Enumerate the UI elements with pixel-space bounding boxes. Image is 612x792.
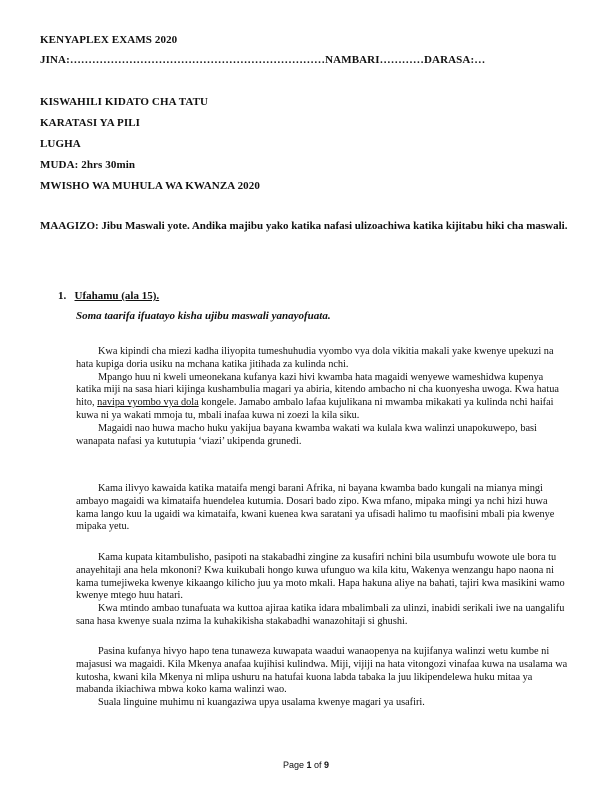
passage-paragraph: Kama ilivyo kawaida katika mataifa mengi barani Afrika, ni bayana kwamba bado kungali na mianya mingi ambayo magaidi wa kimataifa huendelea kutumia. Dosari bado zipo. Kwa mfano, mipaka mingi ya nchi hizi huwa kama lango kuu la ugaidi wa kimataifa, kwani kuenea kwa saratani ya ufisadi halimo tu maofisini mbali pia kwenye mipaka yetu.: [76, 483, 555, 533]
underlined-phrase: navipa vyombo vya dola: [97, 397, 199, 409]
question-heading: [58, 290, 159, 302]
question-title: Ufahamu (ala 15).: [74, 290, 160, 302]
student-info-line: JINA:……………………………………………………………NAMBARI…………DARASA:…: [40, 54, 486, 66]
section-title: LUGHA: [40, 138, 81, 150]
passage-paragraph: Kwa mtindo ambao tunafuata wa kuttoa ajiraa katika idara mbalimbali za ulinzi, inabidi serikali iwe na uangalifu sana hasa kwenye suala nzima la kuhakikisha stakabadhi wanazohitaji si ghushi.: [76, 603, 565, 627]
passage-text: kongele. Jamabo ambalo lafaa kujulikana ni mwamba mikakati ya kulinda nchi haifai kuwa ni ya wakati mmoja tu, mbali inafaa kuwa ni zoezi la kila siku.: [76, 397, 554, 421]
term-title: MWISHO WA MUHULA WA KWANZA 2020: [40, 180, 260, 192]
question-instruction: Soma taarifa ifuatayo kisha ujibu maswali yanayofuata.: [76, 310, 331, 322]
passage-block-2: [76, 483, 570, 534]
exam-name: KENYAPLEX EXAMS 2020: [40, 34, 178, 46]
passage-paragraph: Kwa kipindi cha miezi kadha iliyopita tumeshuhudia vyombo vya dola vikitia makali yake kwenye upekuzi na hata kupiga doria usiku na mchana katika jitihada za kulinda nchi.: [76, 346, 554, 370]
passage-paragraph: Suala linguine muhimu ni kuangaziwa upya usalama kwenye magari ya usafiri.: [98, 697, 425, 709]
subject-title: KISWAHILI KIDATO CHA TATU: [40, 96, 209, 108]
instructions: MAAGIZO: Jibu Maswali yote. Andika majibu yako katika nafasi ulizoachiwa katika kijitabu hiki cha maswali.: [40, 220, 568, 232]
page-label: Page: [282, 760, 304, 770]
page-footer: [0, 760, 612, 770]
passage-paragraph: Pasina kufanya hivyo hapo tena tunaweza kuwapata waadui wanaopenya na kujifanya walinzi wetu kumbe ni majasusi wa magaidi. Kila Mkenya anafaa kujihisi kulindwa. Miji, vijiji na hata vitongozi vinafaa kuwa na usalama wa kutosha, kwani kila Mkenya ni mlipa ushuru na hatufai kuona labda tabaka la juu likipendelewa huku mitaa ya mabanda ikiachiwa mbwa koko kama walinzi wao.: [76, 646, 568, 696]
current-page-number: 1: [306, 760, 312, 770]
passage-block-4: [76, 646, 570, 710]
paper-title: KARATASI YA PILI: [40, 117, 141, 129]
passage-text: Mpango huu ni kweli umeonekana kufanya kazi hivi kwamba hata magaidi wenyewe wameshidwa kupenya katika miji na sasa hiari kijinga kushambulia magari ya abiria, kitendo ambacho ni cha kuonyesha uwoga. Kwa hatua hito,: [76, 371, 559, 409]
passage-block-1: [76, 346, 570, 448]
of-label: of: [314, 760, 322, 770]
passage-paragraph: [76, 372, 570, 423]
total-pages-number: 9: [324, 760, 330, 770]
question-number: 1.: [58, 290, 67, 302]
passage-block-3: [76, 552, 570, 629]
passage-paragraph: Kama kupata kitambulisho, pasipoti na stakabadhi zingine za kusafiri nchini bila usumbufu wowote ule bora tu anayehitaji ana hela mkononi? Kwa kuikubali hongo kuwa ufunguo wa kila kitu, Wakenya wenzangu hapo naona ni kama tumejiweka kwenye kikaango kilicho juu ya moto mkali. Hapa hakuna aliye na bahati, tajiri kwa masikini wamo kwenye mtego huu hatari.: [76, 552, 565, 602]
passage-paragraph: Magaidi nao huwa macho huku yakijua bayana kwamba wakati wa kulala kwa walinzi unapokuwepo, basi wanapata nafasi ya kututupia ‘viazi’ ukipenda grunedi.: [76, 422, 537, 447]
duration: MUDA: 2hrs 30min: [40, 159, 136, 171]
